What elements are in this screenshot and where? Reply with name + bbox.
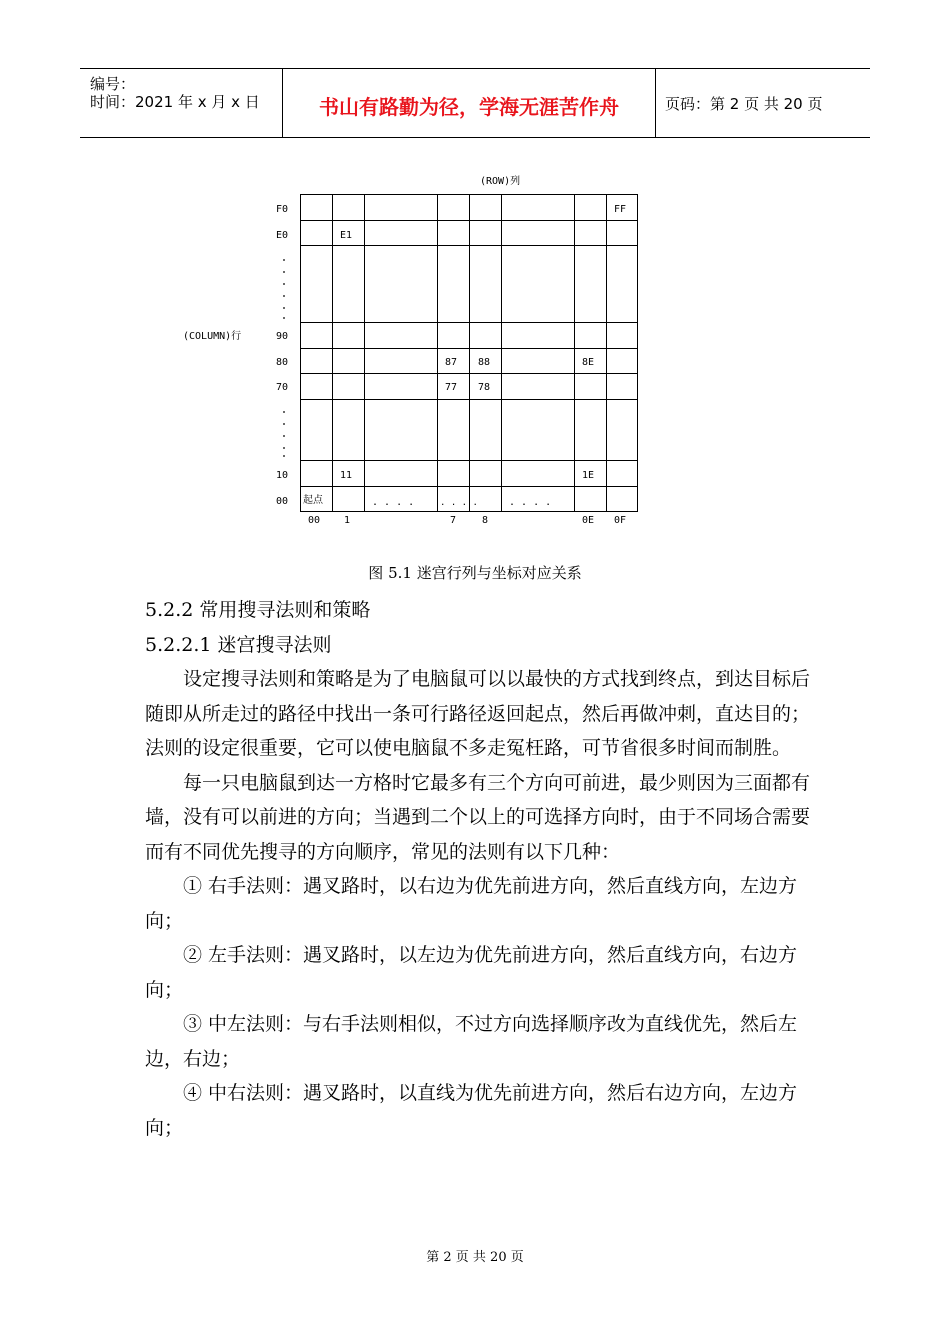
bottom-row-dots: . . . . — [372, 497, 415, 508]
paragraph: 每一只电脑鼠到达一方格时它最多有三个方向可前进，最少则因为三面都有墙，没有可以前进的方向；当遇到二个以上的可选择方向时，由于不同场合需要而有不同优先搜寻的方向顺序，常见的法则有以下几种： — [145, 771, 811, 863]
row-label: 10 — [276, 470, 289, 481]
time-label: 时间：2021 年 x 月 x 日 — [90, 93, 260, 111]
grid-lines — [300, 194, 638, 512]
col-label: 00 — [308, 515, 321, 526]
cell-87: 87 — [445, 357, 458, 368]
cell-e1: E1 — [340, 230, 353, 241]
motto: 书山有路勤为径，学海无涯苦作舟 — [319, 95, 619, 119]
row-axis-label: (COLUMN)行 — [183, 331, 242, 342]
col-label: 1 — [344, 515, 351, 526]
row-ellipsis-upper — [283, 259, 285, 319]
row-label: 70 — [276, 382, 289, 393]
rule-item: ② 左手法则：遇叉路时，以左边为优先前进方向，然后直线方向，右边方向； — [145, 944, 798, 1001]
body-text — [145, 593, 810, 1145]
row-label: 00 — [276, 496, 289, 507]
col-label: 7 — [450, 515, 457, 526]
start-cell-label: 起点 — [303, 495, 323, 506]
rule-item: ① 右手法则：遇叉路时，以右边为优先前进方向，然后直线方向，左边方向； — [145, 875, 798, 932]
bottom-row-dots: . . . . — [440, 498, 478, 508]
number-label: 编号： — [90, 75, 136, 93]
maze-grid-figure — [0, 0, 950, 560]
col-axis-label: (ROW)列 — [480, 176, 521, 187]
cell-1e: 1E — [582, 470, 595, 481]
cell-8e: 8E — [582, 357, 595, 368]
col-label: 8 — [482, 515, 489, 526]
cell-11: 11 — [340, 470, 353, 481]
page-footer: 第 2 页 共 20 页 — [426, 1250, 524, 1265]
bottom-row-dots: . . . . — [509, 497, 552, 508]
cell-88: 88 — [478, 357, 491, 368]
cell-77: 77 — [445, 382, 458, 393]
paragraph: 设定搜寻法则和策略是为了电脑鼠可以以最快的方式找到终点，到达目标后随即从所走过的路径中找出一条可行路径返回起点，然后再做冲刺，直达目的；法则的设定很重要，它可以使电脑鼠不多走冤枉路，可节省很多时间而制胜。 — [145, 668, 811, 759]
row-ellipsis-lower — [283, 411, 285, 457]
section-heading: 5.2.2 常用搜寻法则和策略 — [145, 599, 371, 621]
cell-78: 78 — [478, 382, 491, 393]
cell-ff: FF — [614, 204, 627, 215]
row-label: 90 — [276, 331, 289, 342]
row-label: 80 — [276, 357, 289, 368]
row-label: F0 — [276, 204, 289, 215]
rule-item: ③ 中左法则：与右手法则相似，不过方向选择顺序改为直线优先，然后左边，右边； — [145, 1013, 798, 1070]
rule-item: ④ 中右法则：遇叉路时，以直线为优先前进方向，然后右边方向，左边方向； — [145, 1082, 798, 1139]
figure-caption: 图 5.1 迷宫行列与坐标对应关系 — [368, 564, 582, 582]
col-label: 0E — [582, 515, 595, 526]
row-label: E0 — [276, 230, 289, 241]
col-label: 0F — [614, 515, 627, 526]
subsection-heading: 5.2.2.1 迷宫搜寻法则 — [145, 633, 332, 656]
page-info: 页码：第 2 页 共 20 页 — [665, 95, 823, 113]
